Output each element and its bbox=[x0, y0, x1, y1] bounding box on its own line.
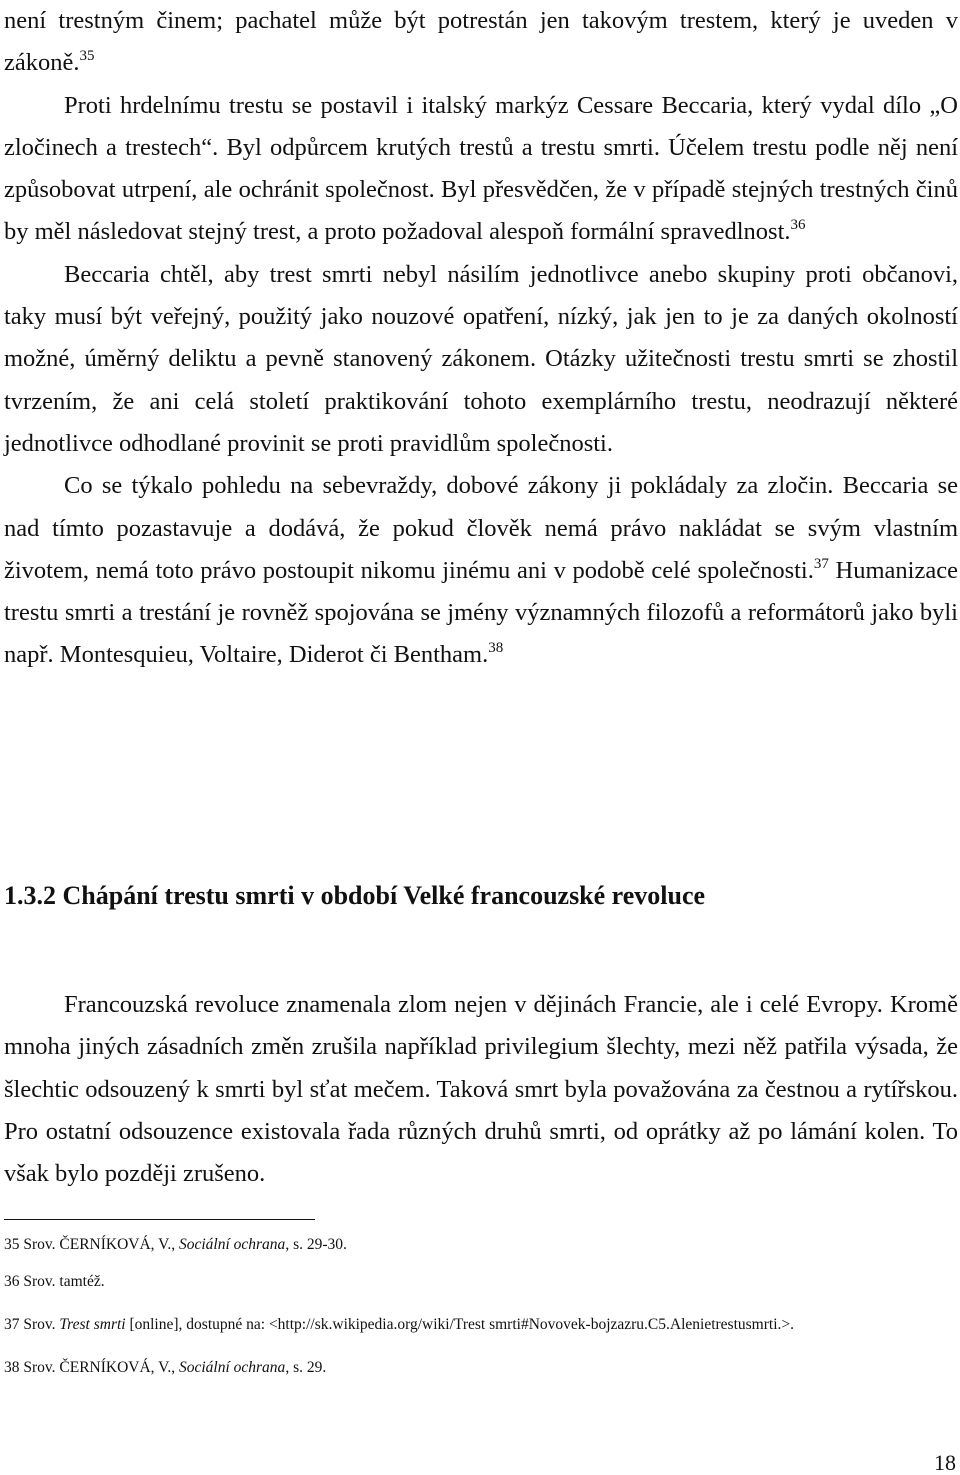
footnote-separator bbox=[4, 1219, 315, 1220]
footnote-37: 37 Srov. Trest smrti [online], dostupné na: <http://sk.wikipedia.org/wiki/Trest smrti#Novovek-bojzazru.C5.Alenietrestusmrti.>. bbox=[4, 1316, 794, 1333]
section-title: Chápání trestu smrti v období Velké francouzské revoluce bbox=[62, 881, 706, 910]
section-heading bbox=[4, 872, 705, 920]
footnote-38: 38 Srov. ČERNÍKOVÁ, V., Sociální ochrana, s. 29. bbox=[4, 1359, 327, 1376]
body-text-top bbox=[4, 0, 958, 677]
paragraph-2: Proti hrdelnímu trestu se postavil i italský markýz Cessare Beccaria, který vydal dílo „O zločinech a trestech“. Byl odpůrcem krutých trestů a trestu smrti. Účelem trestu podle něj není způsobovat utrpení, ale ochránit společnost. Byl přesvědčen, že v případě stejných trestných činů by měl následovat stejný trest, a proto požadoval alespoň formální spravedlnost.$^{36}$ bbox=[4, 91, 958, 246]
section-number: 1.3.2 bbox=[4, 881, 56, 910]
paragraph-3: Beccaria chtěl, aby trest smrti nebyl násilím jednotlivce anebo skupiny proti občanovi, taky musí být veřejný, použitý jako nouzové opatření, nízký, jak jen to je za daných okolností možné, úměrný deliktu a pevně stanovený zákonem. Otázky užitečnosti trestu smrti se zhostil tvrzením, že ani celá století praktikování tohoto exemplárního trestu, neodrazují některé jednotlivce odhodlané provinit se proti pravidlům společnosti. bbox=[4, 260, 958, 457]
footnote-ref-37[interactable]: 37 bbox=[813, 555, 829, 572]
paragraph-1: není trestným činem; pachatel může být potrestán jen takovým trestem, který je uveden v zákoně.$^{35}$ bbox=[4, 7, 958, 77]
footnote-ref-38[interactable]: 38 bbox=[488, 640, 504, 657]
footnote-37-link[interactable]: [online], dostupné na: <http://sk.wikipedia.org/wiki/Trest smrti#Novovek-bojzazru.C5.Alenietrestusmrti.>. bbox=[125, 1316, 794, 1333]
paragraph-4: Co se týkalo pohledu na sebevraždy, dobové zákony ji pokládaly za zločin. Beccaria se nad tímto pozastavuje a dodává, že pokud člověk nemá právo nakládat se svým vlastním životem, nemá toto právo postoupit nikomu jinému ani v podobě celé společnosti.$^{37}$ Humanizace trestu smrti a trestání je rovněž spojována se jmény významných filozofů a reformátorů jako byli např. Montesquieu, Voltaire, Diderot či Bentham.$^{38}$ bbox=[4, 472, 958, 669]
footnote-ref-36[interactable]: 36 bbox=[790, 217, 806, 234]
footnote-35: 35 Srov. ČERNÍKOVÁ, V., Sociální ochrana, s. 29-30. bbox=[4, 1236, 347, 1253]
footnote-36: 36 Srov. tamtéž. bbox=[4, 1273, 105, 1290]
paragraph-5: Francouzská revoluce znamenala zlom nejen v dějinách Francie, ale i celé Evropy. Kromě mnoha jiných zásadních změn zrušila například privilegium šlechty, mezi něž patřila výsada, že šlechtic odsouzený k smrti byl sťat mečem. Taková smrt byla považována za čestnou a rytířskou. Pro ostatní odsouzence existovala řada různých druhů smrti, od oprátky až po lámání kolen. To však bylo později zrušeno. bbox=[4, 991, 958, 1188]
footnote-ref-35[interactable]: 35 bbox=[79, 48, 95, 65]
body-text-bottom bbox=[4, 984, 958, 1195]
page-number: 18 bbox=[934, 1450, 956, 1475]
